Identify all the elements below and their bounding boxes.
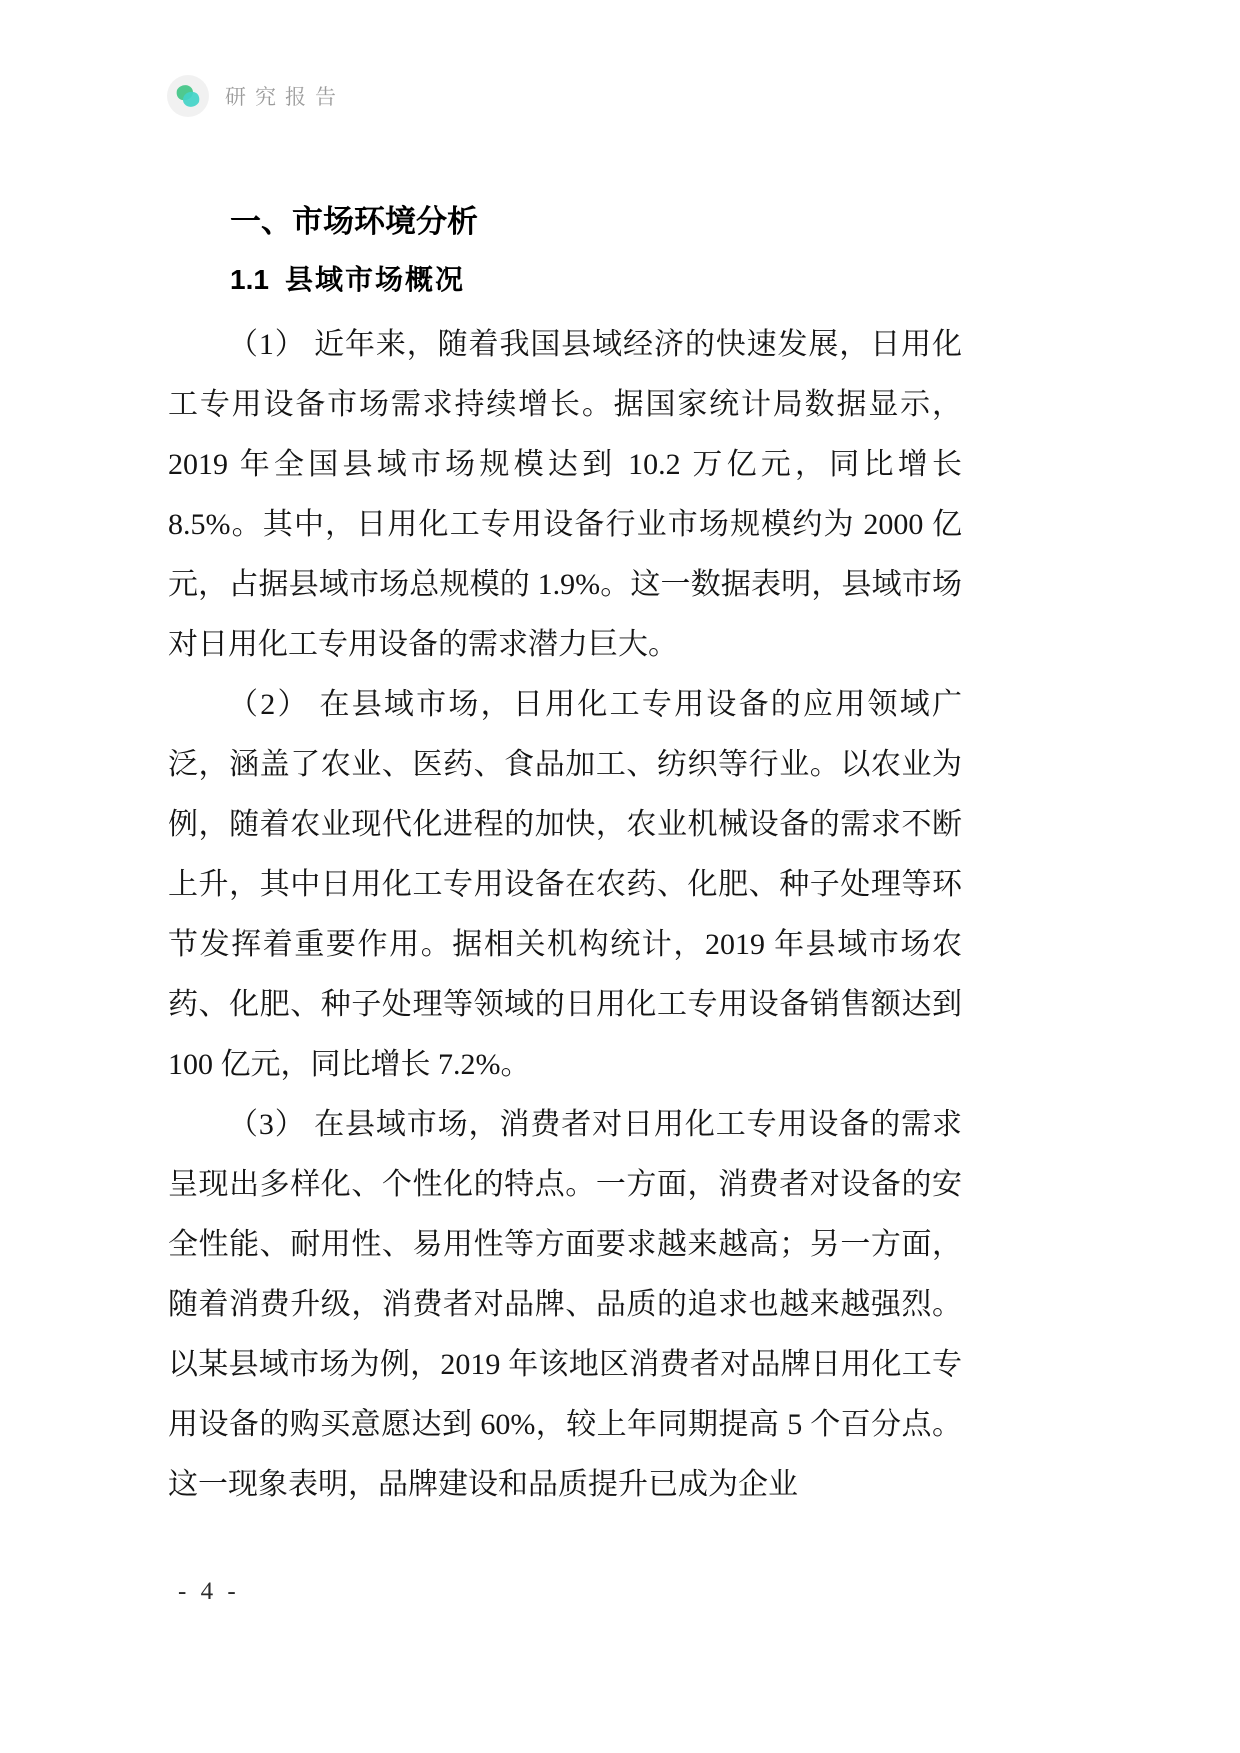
report-content — [168, 200, 962, 1515]
brand-logo-icon — [166, 74, 210, 118]
section-heading: 一、市场环境分析 — [230, 204, 478, 239]
report-brand — [166, 74, 345, 118]
page-number: - 4 - — [178, 1578, 240, 1605]
paragraph-2: （2） 在县域市场，日用化工专用设备的应用领域广泛，涵盖了农业、医药、食品加工、纺织等行业。以农业为例，随着农业现代化进程的加快，农业机械设备的需求不断上升，其中日用化工专用设备在农药、化肥、种子处理等环节发挥着重要作用。据相关机构统计，2019 年县域市场农药、化肥、种子处理等领域的日用化工专用设备销售额达到 100 亿元，同比增长 7.2%。 — [168, 688, 962, 1081]
paragraph-1: （1） 近年来，随着我国县域经济的快速发展，日用化工专用设备市场需求持续增长。据国家统计局数据显示，2019 年全国县域市场规模达到 10.2 万亿元，同比增长 8.5%。其中，日用化工专用设备行业市场规模约为 2000 亿元，占据县域市场总规模的 1.9%。这一数据表明，县域市场对日用化工专用设备的需求潜力巨大。 — [168, 328, 962, 661]
subsection-heading — [168, 260, 962, 301]
subsection-title: 县域市场概况 — [284, 265, 465, 296]
brand-text: 研究报告 — [225, 85, 345, 109]
subsection-number: 1.1 — [230, 264, 269, 295]
paragraph-3: （3） 在县域市场，消费者对日用化工专用设备的需求呈现出多样化、个性化的特点。一方面，消费者对设备的安全性能、耐用性、易用性等方面要求越来越高；另一方面，随着消费升级，消费者对品牌、品质的追求也越来越强烈。以某县域市场为例，2019 年该地区消费者对品牌日用化工专用设备的购买意愿达到 60%，较上年同期提高 5 个百分点。这一现象表明，品牌建设和品质提升已成为企业 — [168, 1108, 962, 1501]
body-text — [168, 315, 962, 1515]
